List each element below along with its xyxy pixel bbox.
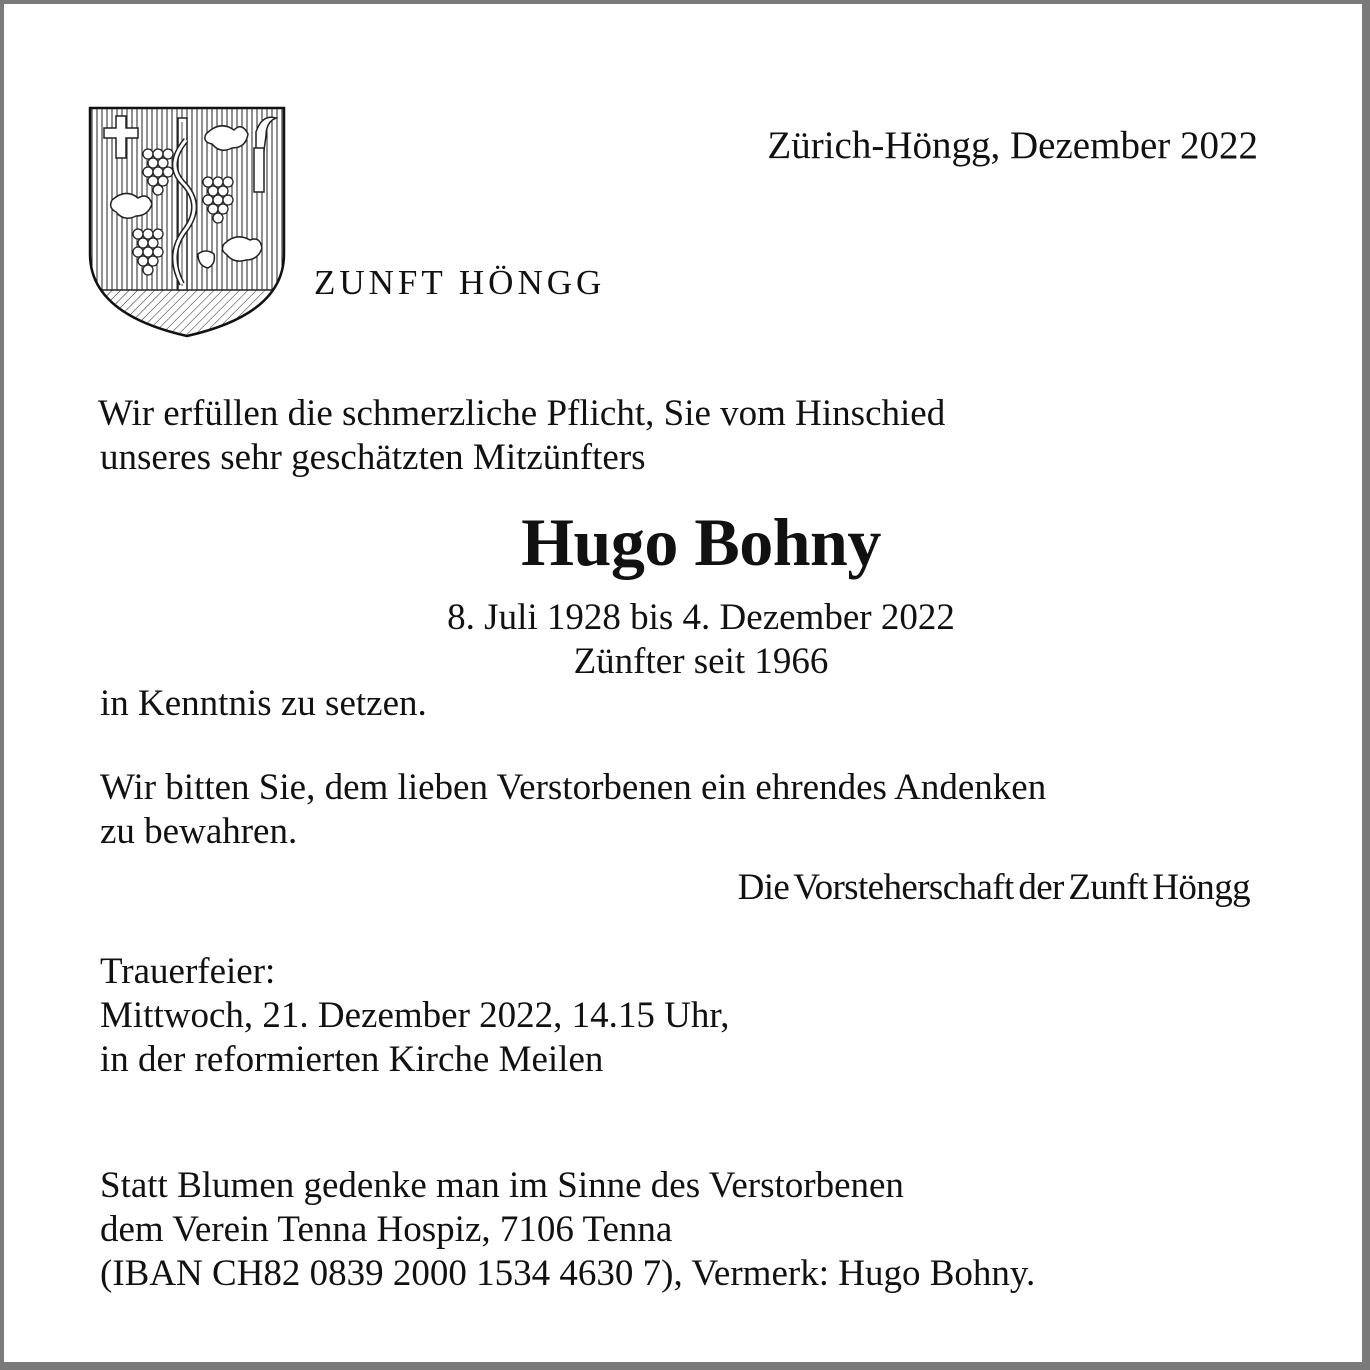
request-text [100, 766, 1046, 854]
donation-line-1: Statt Blumen gedenke man im Sinne des Verstorbenen [100, 1165, 904, 1206]
donation-info [100, 1164, 1035, 1296]
life-dates: 8. Juli 1928 bis 4. Dezember 2022 [447, 597, 955, 638]
member-since: Zünfter seit 1966 [573, 641, 829, 682]
intro-line-2: unseres sehr geschätzten Mitzünfters [100, 437, 646, 478]
intro-text [98, 392, 945, 480]
guild-name: ZUNFT HÖNGG [314, 263, 606, 302]
place-date: Zürich-Höngg, Dezember 2022 [767, 124, 1258, 167]
request-line-1: Wir bitten Sie, dem lieben Verstorbenen ein ehrendes Andenken [100, 767, 1047, 808]
request-line-2: zu bewahren. [100, 811, 298, 852]
funeral-datetime: Mittwoch, 21. Dezember 2022, 14.15 Uhr, [100, 995, 730, 1036]
donation-line-2: dem Verein Tenna Hospiz, 7106 Tenna [100, 1209, 673, 1250]
funeral-info [100, 950, 729, 1082]
donation-line-3: (IBAN CH82 0839 2000 1534 4630 7), Vermerk: Hugo Bohny. [100, 1253, 1036, 1294]
signature: Die Vorsteherschaft der Zunft Höngg [737, 867, 1250, 908]
deceased-name: Hugo Bohny [521, 504, 881, 580]
closing-text: in Kenntnis zu setzen. [100, 683, 427, 724]
funeral-location: in der reformierten Kirche Meilen [100, 1039, 604, 1080]
funeral-label: Trauerfeier: [100, 951, 276, 992]
intro-line-1: Wir erfüllen die schmerzliche Pflicht, Sie vom Hinschied [98, 393, 946, 434]
coat-of-arms-icon [86, 104, 288, 340]
